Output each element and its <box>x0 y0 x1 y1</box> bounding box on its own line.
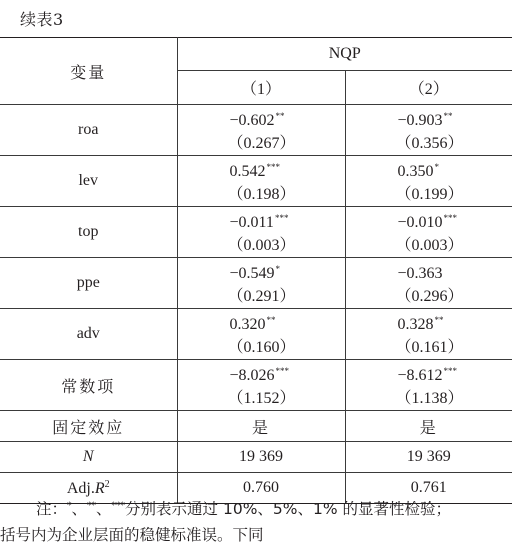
row-label: top <box>0 207 177 258</box>
model-1-cell: 19 369 <box>177 442 345 473</box>
row-label: 固定效应 <box>0 411 177 442</box>
note-text: 分别表示通过 10%、5%、1% 的显著性检验； <box>125 500 452 518</box>
standard-error: （0.199） <box>395 186 464 203</box>
table-row <box>0 156 512 207</box>
model-1-cell <box>177 207 345 258</box>
model-2-cell: 是 <box>345 411 512 442</box>
coefficient <box>346 207 513 234</box>
coefficient <box>178 309 345 336</box>
row-label: lev <box>0 156 177 207</box>
coef-value: −8.026 <box>229 367 275 384</box>
coefficient <box>178 360 345 387</box>
model-1-cell <box>177 360 345 411</box>
table-caption: 续表3 <box>20 10 64 29</box>
coefficient <box>178 207 345 234</box>
model-2-cell <box>345 309 512 360</box>
standard-error: （1.138） <box>395 390 464 407</box>
model-2-cell <box>345 258 512 309</box>
note-star-3: *** <box>111 501 126 511</box>
model-2-cell <box>345 360 512 411</box>
standard-error: （0.267） <box>227 135 296 152</box>
significance-stars: *** <box>266 162 280 172</box>
model-2-cell: 0.761 <box>345 473 512 504</box>
significance-stars: ** <box>266 315 276 325</box>
variable-header: 变量 <box>0 38 177 105</box>
significance-stars: *** <box>275 366 290 376</box>
standard-error: （0.003） <box>227 237 296 254</box>
coef-value: −0.010 <box>397 214 443 231</box>
label-superscript: 2 <box>104 478 110 490</box>
model-1-cell: 是 <box>177 411 345 442</box>
label-r: R <box>94 479 105 497</box>
standard-error: （1.152） <box>227 390 296 407</box>
standard-error: （0.296） <box>395 288 464 305</box>
table-row <box>0 207 512 258</box>
model-1-cell <box>177 258 345 309</box>
table-row <box>0 442 512 473</box>
standard-error: （0.160） <box>227 339 296 356</box>
significance-stars: ** <box>434 315 444 325</box>
standard-error: （0.003） <box>395 237 464 254</box>
coef-value: 0.328 <box>397 316 434 333</box>
significance-stars: ** <box>443 111 453 121</box>
coefficient <box>346 309 513 336</box>
row-label: N <box>0 442 177 473</box>
note-line-2: 括号内为企业层面的稳健标准误。下同 <box>0 526 264 544</box>
label-prefix: Adj. <box>66 479 95 497</box>
standard-error: （0.291） <box>227 288 296 305</box>
significance-stars: *** <box>443 366 458 376</box>
coefficient <box>346 258 513 285</box>
standard-error: （0.161） <box>395 339 464 356</box>
note-separator: 、 <box>96 500 112 518</box>
coef-value: −0.602 <box>229 112 275 129</box>
coef-value: 0.350 <box>397 163 434 180</box>
table-row <box>0 258 512 309</box>
column-1-header: （1） <box>177 71 345 105</box>
coef-value: −0.011 <box>229 214 274 231</box>
note-separator: 、 <box>71 500 88 518</box>
note-star-1: * <box>67 501 72 511</box>
coefficient <box>346 360 513 387</box>
note-line-1 <box>0 493 530 522</box>
table-note <box>0 493 530 548</box>
standard-error: （0.198） <box>227 186 296 203</box>
header-row-1 <box>0 38 512 71</box>
note-star-2: ** <box>87 501 97 511</box>
significance-stars: *** <box>274 213 289 223</box>
significance-stars: ** <box>275 111 285 121</box>
model-2-cell: 19 369 <box>345 442 512 473</box>
model-2-cell <box>345 156 512 207</box>
significance-stars: * <box>434 162 439 172</box>
model-1-cell <box>177 105 345 156</box>
model-1-cell <box>177 309 345 360</box>
row-label: roa <box>0 105 177 156</box>
coefficient <box>346 156 513 183</box>
row-label: ppe <box>0 258 177 309</box>
model-2-cell <box>345 207 512 258</box>
coef-value: −0.363 <box>397 265 443 282</box>
table-row <box>0 309 512 360</box>
coef-value: 0.542 <box>229 163 266 180</box>
row-label: adv <box>0 309 177 360</box>
row-label: 常数项 <box>0 360 177 411</box>
model-2-cell <box>345 105 512 156</box>
coefficient <box>178 156 345 183</box>
coef-value: −8.612 <box>397 367 443 384</box>
coefficient <box>178 258 345 285</box>
coef-value: 0.320 <box>229 316 266 333</box>
coefficient <box>178 105 345 132</box>
dependent-variable-header: NQP <box>177 38 512 71</box>
column-2-header: （2） <box>345 71 512 105</box>
standard-error: （0.356） <box>395 135 464 152</box>
coef-value: −0.903 <box>397 112 443 129</box>
table-row <box>0 411 512 442</box>
significance-stars: *** <box>443 213 458 223</box>
significance-stars: * <box>275 264 281 274</box>
regression-table <box>0 37 512 504</box>
coefficient <box>346 105 513 132</box>
model-1-cell <box>177 156 345 207</box>
note-prefix: 注： <box>36 500 68 518</box>
model-1-cell: 0.760 <box>177 473 345 504</box>
table-row <box>0 105 512 156</box>
coef-value: −0.549 <box>229 265 275 282</box>
table-row <box>0 360 512 411</box>
